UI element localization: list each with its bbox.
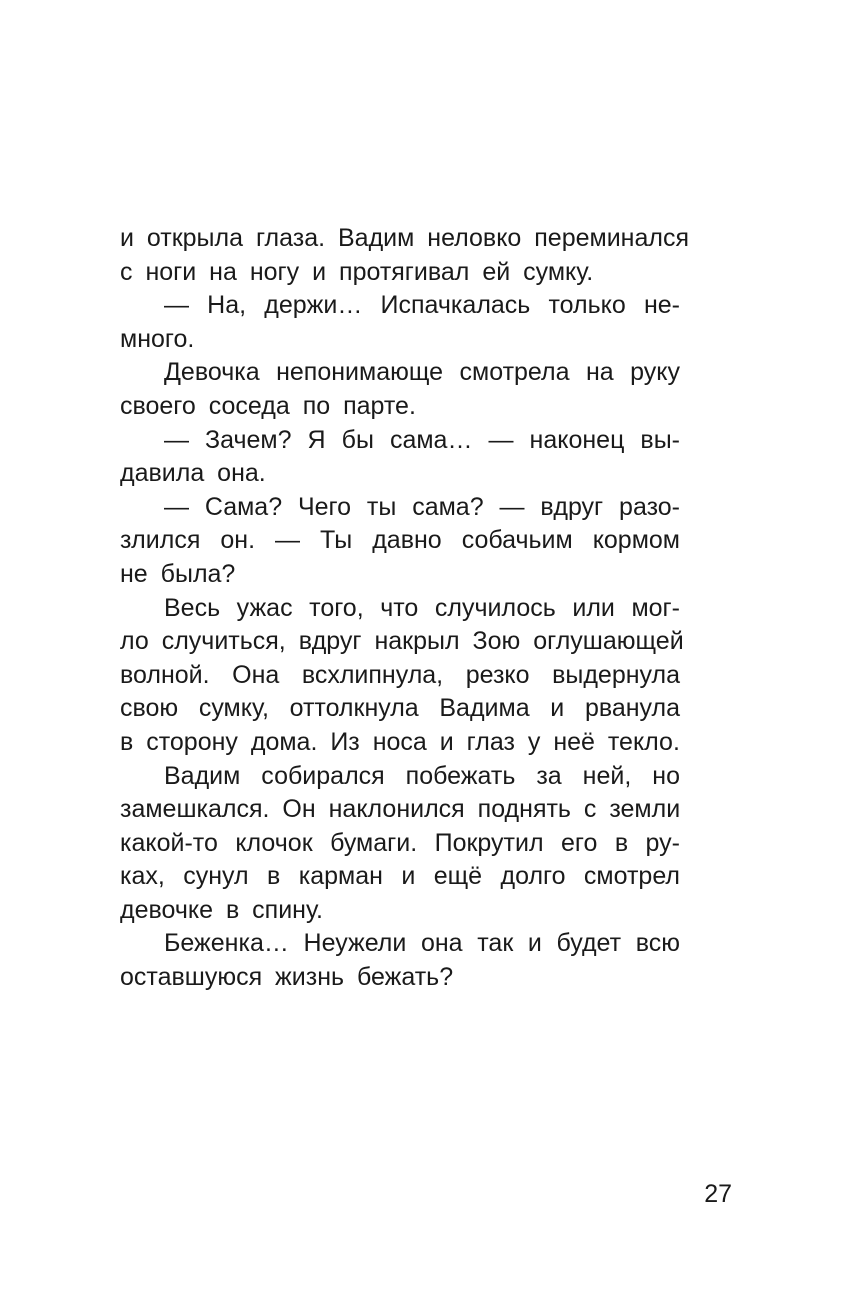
text-line: Девочка непонимающе смотрела на руку (164, 358, 680, 387)
text-line: Вадим собирался побежать за ней, но (164, 761, 680, 790)
page-number: 27 (704, 1180, 732, 1208)
text-line: — Сама? Чего ты сама? — вдруг разо- (164, 492, 680, 521)
text-line: замешкался. Он наклонился поднять с земли (120, 795, 681, 824)
text-line: в сторону дома. Из носа и глаз у неё текло. (120, 727, 680, 756)
text-line: Беженка… Неужели она так и будет всю (164, 929, 680, 958)
text-line: оставшуюся жизнь бежать? (120, 963, 454, 992)
text-line: волной. Она всхлипнула, резко выдернула (120, 660, 680, 689)
text-line: ках, сунул в карман и ещё долго смотрел (120, 862, 680, 891)
text-line: не была? (120, 559, 236, 588)
text-line: давила она. (120, 459, 266, 488)
text-line: своего соседа по парте. (120, 391, 416, 420)
text-line: злился он. — Ты давно собачьим кормом (120, 526, 680, 555)
text-line: — Зачем? Я бы сама… — наконец вы- (164, 425, 680, 454)
body-text (120, 222, 690, 995)
text-line: Весь ужас того, что случилось или мог- (164, 593, 680, 622)
text-line: свою сумку, оттолкнула Вадима и рванула (120, 694, 680, 723)
text-line: — На, держи… Испачкалась только не- (164, 291, 680, 320)
text-line: ло случиться, вдруг накрыл Зою оглушающей (120, 627, 684, 656)
text-line: какой-то клочок бумаги. Покрутил его в ру- (120, 828, 680, 857)
text-line: много. (120, 324, 195, 353)
text-line: и открыла глаза. Вадим неловко переминался (120, 224, 690, 252)
text-line: с ноги на ногу и протягивал ей сумку. (120, 257, 594, 286)
text-line: девочке в спину. (120, 895, 323, 924)
